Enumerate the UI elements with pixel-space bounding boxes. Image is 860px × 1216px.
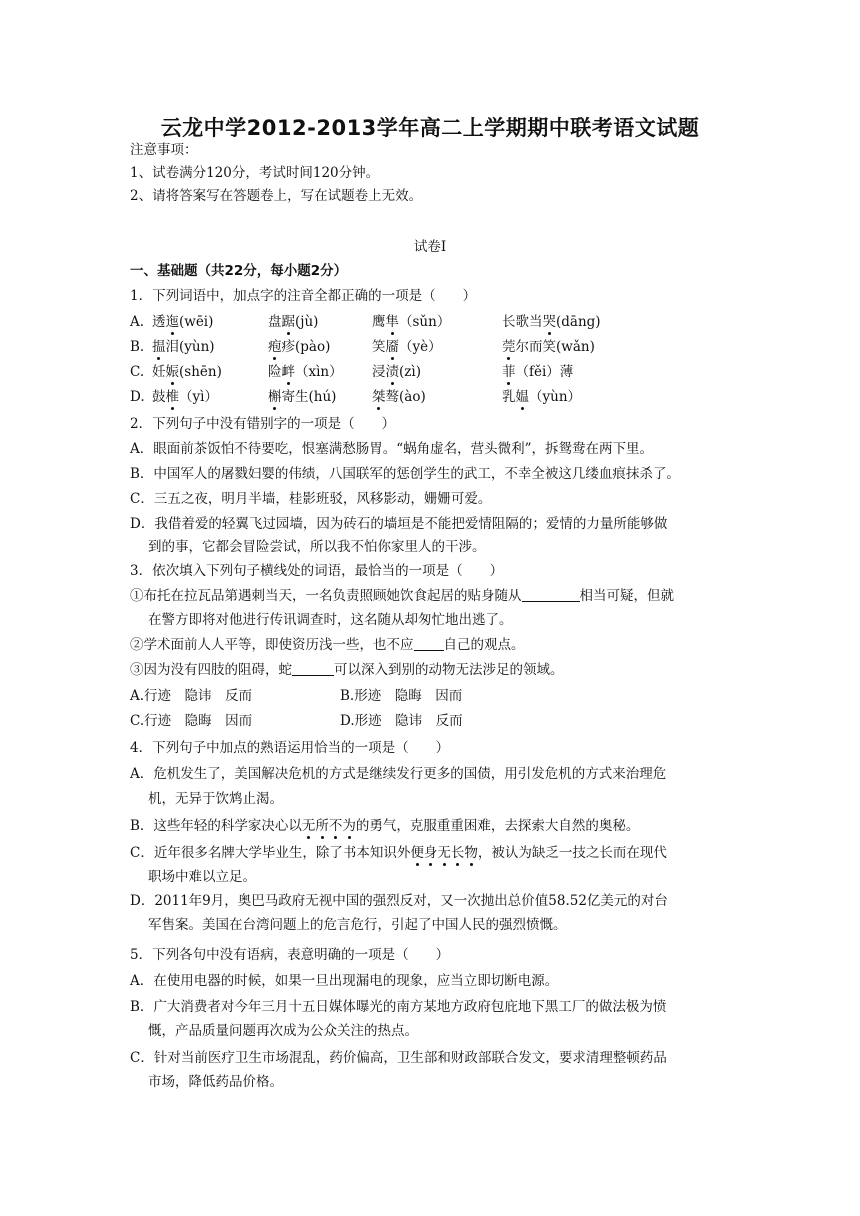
notice-heading: 注意事项： [130, 142, 198, 158]
question-4-option-a: A．危机发生了，美国解决危机的方式是继续发行更多的国债，用引发危机的方式来治理危 [130, 766, 667, 782]
word-pinyin-item [268, 387, 336, 407]
dotted-character: 衅 [281, 364, 295, 380]
pinyin-text: （yì） [179, 389, 218, 405]
dotted-character: 渍 [385, 364, 399, 380]
sentence-text: 可以深入到别的动物无法涉足的领域。 [334, 662, 564, 678]
dotted-character: 无 [437, 845, 451, 861]
word-pinyin-item [502, 362, 573, 382]
word-pinyin-item [268, 337, 330, 357]
question-2-stem: 2．下列句子中没有错别字的一项是（ ） [130, 416, 396, 432]
option-label: D. [130, 389, 145, 405]
question-1-stem: 1．下列词语中，加点字的注音全都正确的一项是（ ） [130, 288, 477, 304]
dotted-character: 物 [464, 845, 478, 861]
option-label: C. [130, 364, 145, 380]
section-heading: 一、基础题（共22分，每小题2分） [130, 263, 348, 279]
sentence-text: 的勇气，克服重重困难，去探索大自然的奥秘。 [355, 818, 640, 834]
option-label: A. [130, 314, 145, 330]
dotted-character: 靥 [385, 339, 399, 355]
word-pinyin-item [502, 312, 601, 332]
dotted-idiom [302, 818, 356, 834]
word-text: 笑 [372, 339, 386, 355]
question-2-option-a: A．眼面前茶饭怕不待要吃，恨塞满愁肠胃。“蜗角虚名，营头微利”，拆鸳鸯在两下里。 [130, 441, 654, 457]
paper-label: 试卷Ⅰ [413, 239, 447, 255]
pinyin-text: (wēi) [179, 314, 214, 330]
dotted-character: 槲 [268, 389, 282, 405]
notice-item: 1、试卷满分120分，考试时间120分钟。 [130, 165, 380, 181]
word-pinyin-item [152, 312, 213, 332]
pinyin-text: (shēn) [179, 364, 222, 380]
question-3-sentence-2 [130, 635, 730, 655]
dotted-character: 便 [410, 845, 424, 861]
sentence-text: ，被认为缺乏一技之长而在现代 [477, 845, 667, 861]
question-2-option-b: B．中国军人的屠戮妇婴的伟绩，八国联军的惩创学生的武工，不幸全被这几缕血痕抹杀了。 [130, 466, 680, 482]
dotted-character: 菲 [502, 364, 516, 380]
word-text: 鹰 [372, 314, 386, 330]
question-3-option-a: A.行迹 隐讳 反而 [130, 688, 253, 704]
pinyin-text: 疹(pào) [281, 339, 331, 355]
dotted-character: 无 [301, 818, 316, 834]
sentence-text: C．近年很多名牌大学毕业生，除了书本知识外 [130, 845, 411, 861]
dotted-character: 身 [423, 845, 438, 861]
sentence-text: ①布托在拉瓦品第遇刺当天，一名负责照顾她饮食起居的贴身随从 [130, 588, 522, 604]
question-3-sentence-3 [130, 660, 730, 680]
sentence-text: 自己的观点。 [443, 637, 525, 653]
question-4-stem: 4．下列句子中加点的熟语运用恰当的一项是（ ） [130, 740, 450, 756]
question-3-sentence-1 [130, 586, 730, 606]
pinyin-text: （xìn） [295, 364, 343, 380]
word-text: 长歌当 [502, 314, 543, 330]
question-4-option-d: D．2011年9月，奥巴马政府无视中国的强烈反对，又一次抛出总价值58.52亿美元的对台 [130, 893, 668, 909]
pinyin-text: （yùn） [529, 389, 582, 405]
question-4-option-c [130, 843, 730, 863]
dotted-character: 为 [342, 818, 356, 834]
sentence-text: ③因为没有四肢的阻碍，蛇 [130, 662, 292, 678]
question-4-option-d-cont: 军售案。美国在台湾问题上的危言危行，引起了中国人民的强烈愤慨。 [148, 917, 567, 933]
pinyin-text: （sǔn） [399, 314, 451, 330]
question-2-option-d: D．我借着爱的轻翼飞过园墙，因为砖石的墙垣是不能把爱情阻隔的；爱情的力量所能够做 [130, 516, 668, 532]
question-5-option-c: C．针对当前医疗卫生市场混乱，药价偏高，卫生部和财政部联合发文，要求清理整顿药品 [130, 1050, 667, 1066]
word-text: 透 [152, 314, 166, 330]
question-2-option-d-cont: 到的事，它都会冒险尝试，所以我不怕你家里人的干涉。 [148, 539, 486, 555]
word-pinyin-item [372, 362, 421, 382]
word-pinyin-item [372, 312, 450, 332]
dotted-character: 桀 [372, 389, 386, 405]
sentence-text: B．这些年轻的科学家决心以 [130, 818, 302, 834]
pinyin-text: (jù) [295, 314, 319, 330]
sentence-text: ②学术面前人人平等，即使资历浅一些，也不应 [130, 637, 414, 653]
question-2-option-c: C．三五之夜，明月半墙，桂影班驳，风移影动，姗姗可爱。 [130, 491, 492, 507]
pinyin-text: 寄生(hú) [281, 389, 337, 405]
dotted-character: 揾 [152, 339, 166, 355]
word-text: 浸 [372, 364, 386, 380]
word-pinyin-item [152, 387, 218, 407]
word-pinyin-item [372, 387, 426, 407]
dotted-character: 椎 [165, 389, 179, 405]
pinyin-text: 泪(yùn) [165, 339, 215, 355]
question-3-option-b: B.形迹 隐晦 因而 [340, 688, 463, 704]
word-pinyin-item [372, 337, 442, 357]
word-text: 乳 [502, 389, 516, 405]
pinyin-text: （yè） [399, 339, 442, 355]
question-4-option-b [130, 816, 730, 836]
word-text: 险 [268, 364, 282, 380]
option-label: B. [130, 339, 145, 355]
fill-blank [522, 587, 580, 602]
dotted-idiom [410, 845, 478, 861]
exam-title: 云龙中学2012-2013学年高二上学期期中联考语文试题 [160, 116, 700, 140]
word-text: 盘 [268, 314, 282, 330]
dotted-character: 疱 [268, 339, 282, 355]
word-text: 妊 [152, 364, 166, 380]
pinyin-text: (dāng) [556, 314, 601, 330]
dotted-character: 不 [328, 818, 343, 834]
dotted-character: 媪 [515, 389, 529, 405]
sentence-text: 相当可疑，但就 [579, 588, 674, 604]
word-pinyin-item [502, 387, 581, 407]
dotted-character: 所 [315, 818, 329, 834]
question-3-option-d: D.形迹 隐讳 反而 [340, 713, 463, 729]
pinyin-text: 骜(ào) [385, 389, 426, 405]
dotted-character: 长 [450, 845, 465, 861]
dotted-character: 莞 [502, 339, 516, 355]
word-pinyin-item [152, 337, 215, 357]
word-pinyin-item [502, 337, 595, 357]
question-5-option-b: B．广大消费者对今年三月十五日媒体曝光的南方某地方政府包庇地下黑工厂的做法极为愤 [130, 999, 667, 1015]
question-4-option-c-cont: 职场中难以立足。 [148, 869, 256, 885]
notice-item: 2、请将答案写在答题卷上，写在试题卷上无效。 [130, 188, 423, 204]
word-pinyin-item [268, 362, 343, 382]
pinyin-text: (zì) [399, 364, 421, 380]
dotted-character: 迤 [165, 314, 179, 330]
question-3-stem: 3．依次填入下列句子横线处的词语，最恰当的一项是（ ） [130, 563, 504, 579]
word-pinyin-item [152, 362, 222, 382]
question-5-option-c-cont: 市场，降低药品价格。 [148, 1074, 283, 1090]
question-3-option-c: C.行迹 隐晦 因而 [130, 713, 253, 729]
word-text: 鼓 [152, 389, 166, 405]
word-pinyin-item [268, 312, 318, 332]
question-5-option-b-cont: 慨，产品质量问题再次成为公众关注的热点。 [148, 1023, 418, 1039]
fill-blank [292, 661, 334, 676]
pinyin-text: 尔而笑(wǎn) [515, 339, 595, 355]
fill-blank [414, 636, 444, 651]
dotted-character: 哭 [542, 314, 556, 330]
pinyin-text: （fěi）薄 [515, 364, 574, 380]
question-4-option-a-cont: 机，无异于饮鸩止渴。 [148, 791, 283, 807]
dotted-character: 娠 [165, 364, 179, 380]
question-3-sentence-1-cont: 在警方即将对他进行传讯调查时，这名随从却匆忙地出逃了。 [148, 612, 513, 628]
dotted-character: 踞 [281, 314, 295, 330]
question-5-option-a: A．在使用电器的时候，如果一旦出现漏电的现象，应当立即切断电源。 [130, 973, 559, 989]
question-5-stem: 5．下列各句中没有语病，表意明确的一项是（ ） [130, 947, 450, 963]
dotted-character: 隼 [385, 314, 399, 330]
